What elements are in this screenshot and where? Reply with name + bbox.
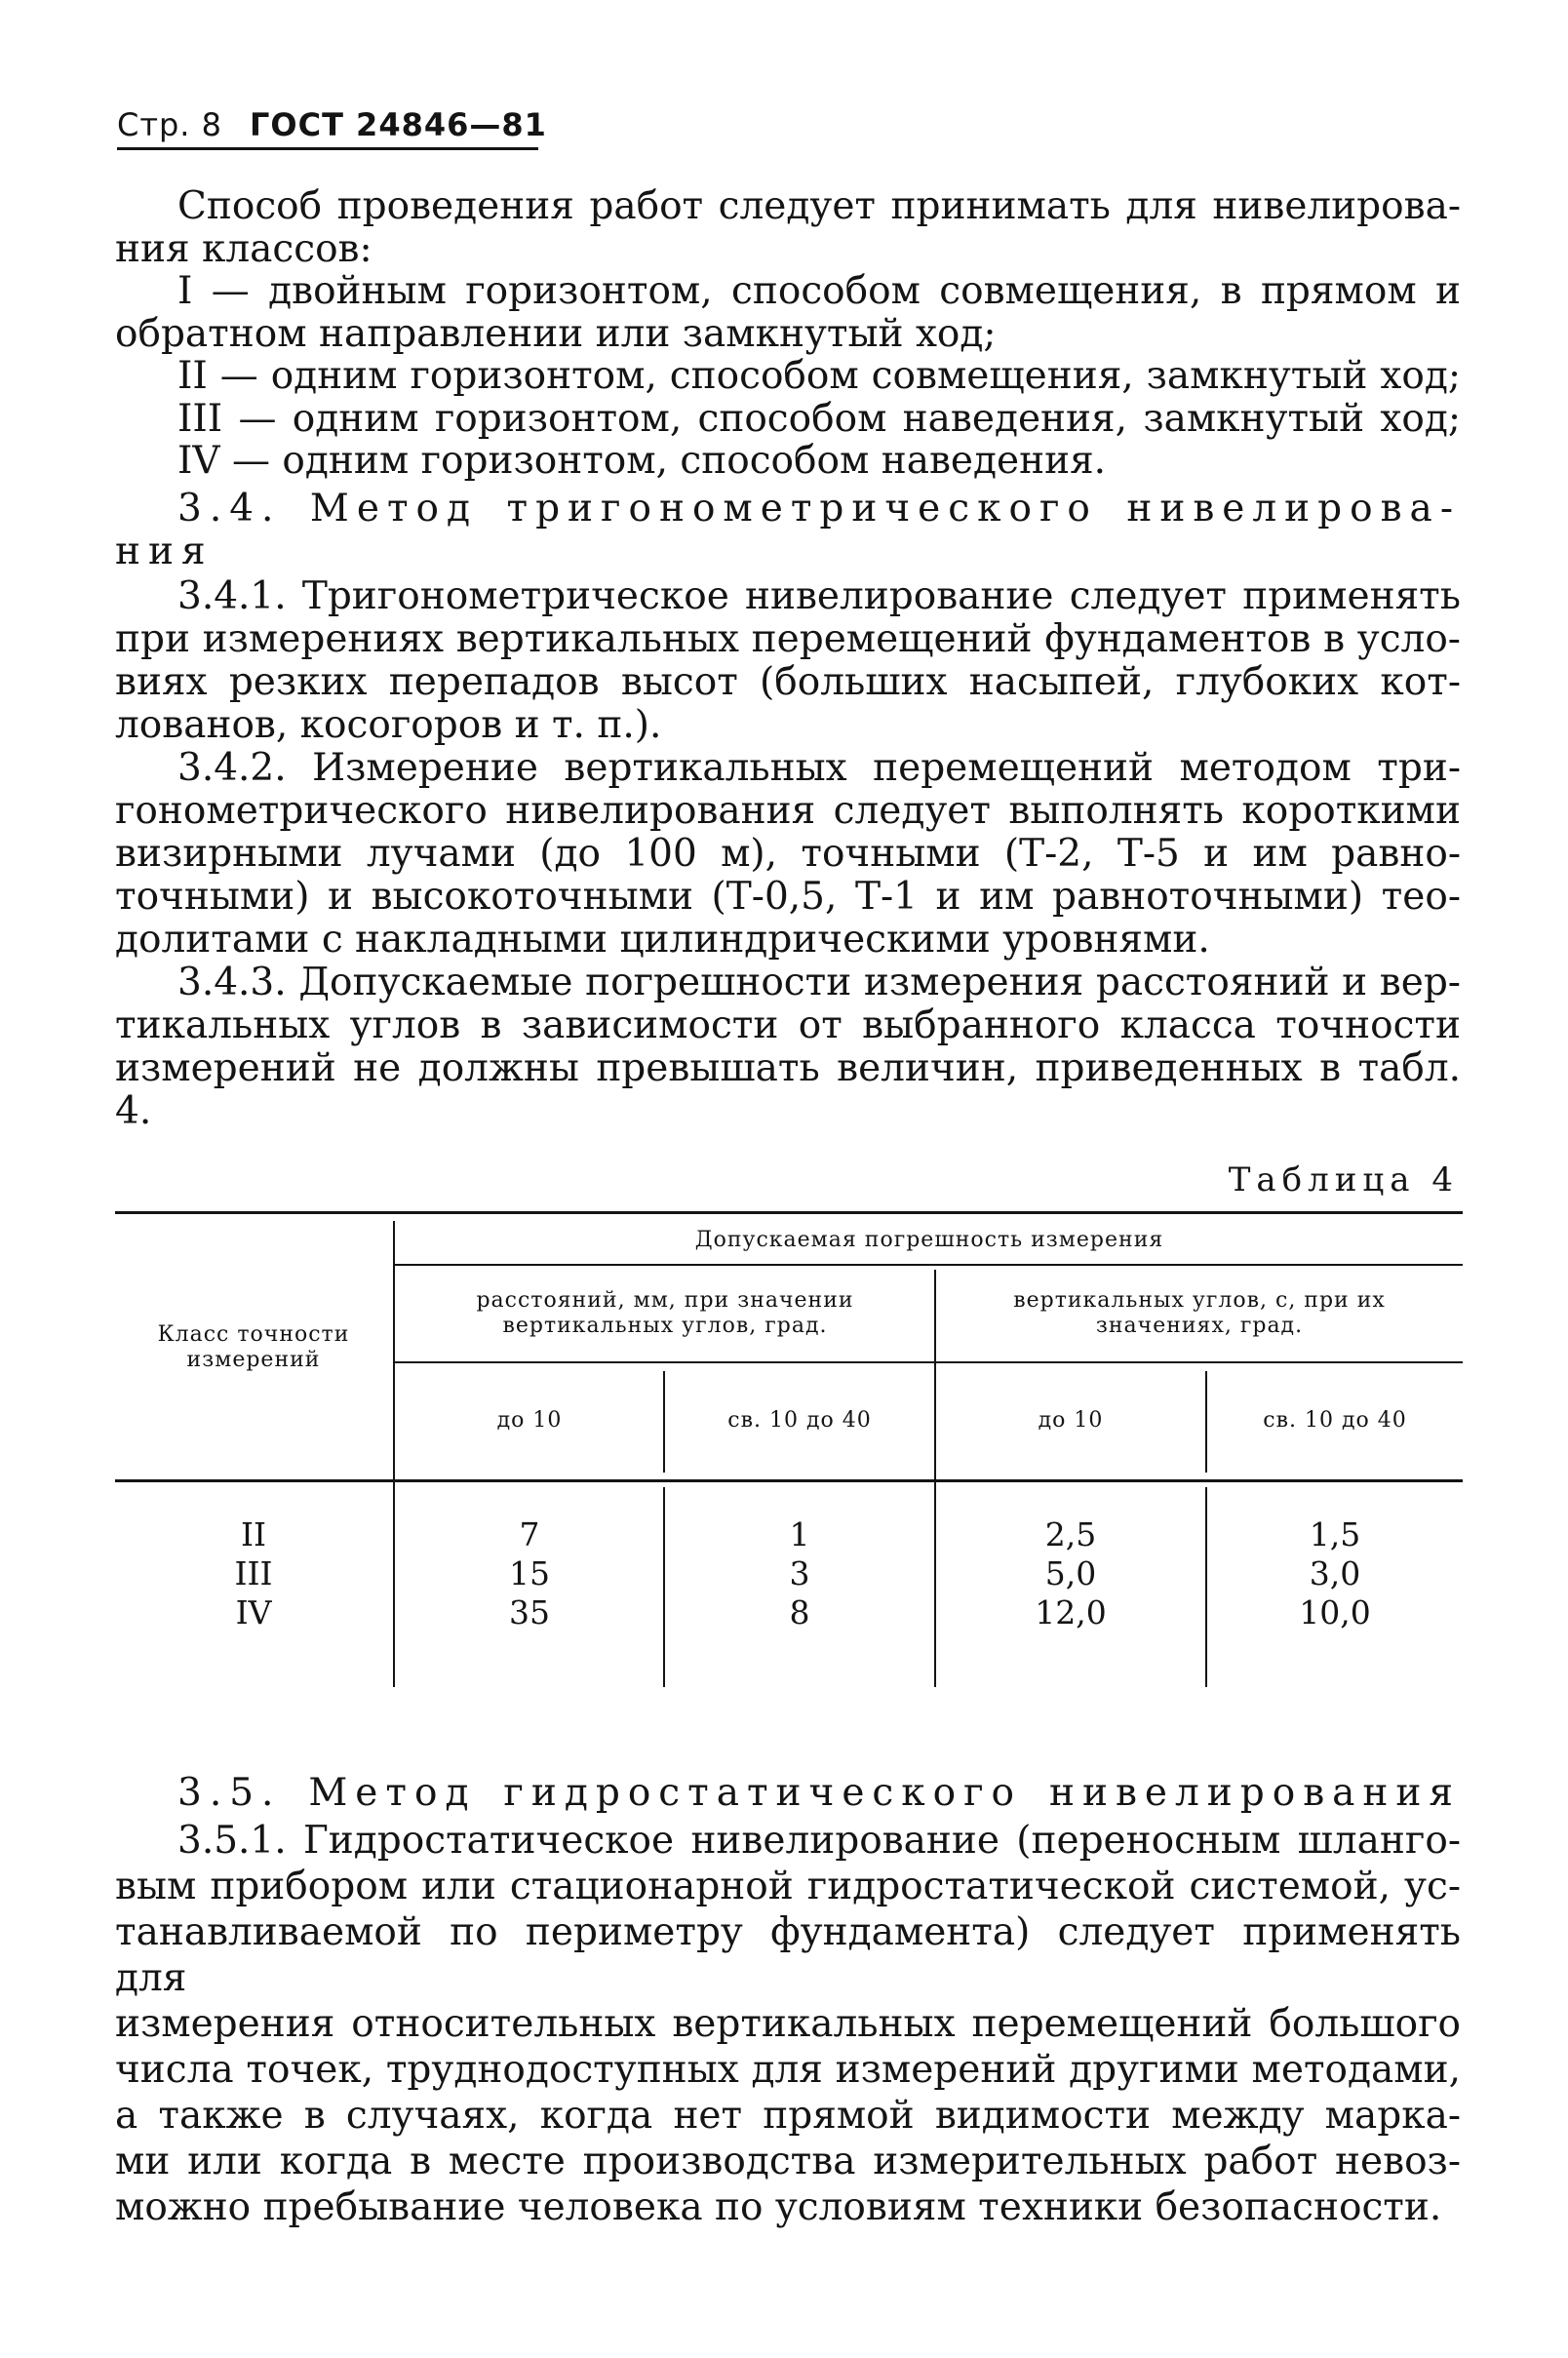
text-line: визирными лучами (до 100 м), точными (Т-2, Т-5 и им равно-: [115, 832, 1461, 876]
column-dist-lt10: [396, 1515, 663, 1632]
text-line: точными) и высокоточными (Т-0,5, Т-1 и им равноточными) тео-: [115, 875, 1461, 919]
text-line: 3.4.3. Допускаемые погрешности измерения расстояний и вер-: [177, 961, 1461, 1004]
text-line: 3.4.2. Измерение вертикальных перемещений методом три-: [177, 746, 1461, 790]
text-line: числа точек, труднодоступных для измерений другими методами,: [115, 2048, 1461, 2092]
text-line: IV — одним горизонтом, способом наведения.: [177, 439, 1107, 483]
cell-value: 5,0: [1044, 1554, 1097, 1592]
cell-value: 1: [789, 1515, 810, 1553]
header-class: Класс точности измерений: [157, 1322, 350, 1372]
section-3-4: [115, 488, 1461, 573]
paragraph-3-4-1: [115, 575, 1461, 747]
cell-value: 8: [789, 1593, 810, 1631]
text-line: I — двойным горизонтом, способом совмещения, в прямом и: [177, 269, 1461, 313]
text-line: измерений не должны превышать величин, приведенных в табл. 4.: [115, 1046, 1461, 1133]
column-dist-10-40: [665, 1515, 934, 1632]
text-line: 3.5.1. Гидростатическое нивелирование (переносным шланго-: [177, 1819, 1461, 1863]
header-dist-lt10: до 10: [496, 1408, 563, 1433]
cell-value: 3: [789, 1554, 810, 1592]
header-rule: [117, 147, 538, 150]
cell-value: 3,0: [1309, 1554, 1361, 1592]
paragraph-3-5-1: [115, 1818, 1461, 2230]
header-group: Допускаемая погрешность измерения: [694, 1228, 1164, 1252]
column-angle-10-40: [1207, 1515, 1463, 1632]
text-line: II — одним горизонтом, способом совмещения, замкнутый ход;: [177, 354, 1461, 398]
text-line: можно пребывание человека по условиям техники безопасности.: [115, 2185, 1442, 2229]
cell-class: III: [234, 1554, 273, 1592]
text-line: долитами с накладными цилиндрическими уровнями.: [115, 918, 1210, 962]
text-line: измерения относительных вертикальных перемещений большого: [115, 2002, 1461, 2046]
table-top-rule: [115, 1211, 1463, 1214]
cell-class: IV: [235, 1593, 272, 1631]
page-header: [117, 105, 547, 144]
table-subhead-rule: [394, 1361, 1463, 1363]
intro-block: [115, 185, 1461, 483]
cell-value: 12,0: [1035, 1593, 1107, 1631]
cell-class: II: [240, 1515, 267, 1553]
header-distances: расстояний, мм, при значении вертикальных углов, град.: [476, 1288, 854, 1338]
text-line: а также в случаях, когда нет прямой видимости между марка-: [115, 2094, 1461, 2138]
section-heading: 3.4. Метод тригонометрического нивелирова-: [177, 487, 1461, 531]
section-heading: 3.5. Метод гидростатического нивелирования: [177, 1771, 1461, 1815]
section-3-5: [115, 1771, 1461, 1816]
text-line: тикальных углов в зависимости от выбранного класса точности: [115, 1003, 1461, 1047]
text-line: вым прибором или стационарной гидростатической системой, ус-: [115, 1865, 1461, 1908]
header-angle-10-40: св. 10 до 40: [1263, 1408, 1407, 1433]
header-angle-lt10: до 10: [1038, 1408, 1104, 1433]
page-number: Стр. 8: [117, 106, 222, 143]
text-line: ми или когда в месте производства измерительных работ невоз-: [115, 2140, 1461, 2183]
cell-value: 35: [509, 1593, 550, 1631]
text-line: при измерениях вертикальных перемещений фундаментов в усло-: [115, 617, 1461, 661]
column-class: [115, 1515, 392, 1632]
standard-code: ГОСТ 24846—81: [250, 106, 547, 143]
text-line: ния классов:: [115, 226, 372, 271]
paragraph-3-4-2: [115, 747, 1461, 962]
section-heading-cont: ния: [115, 530, 214, 573]
cell-value: 10,0: [1299, 1593, 1371, 1631]
paragraph-3-4-3: [115, 962, 1461, 1133]
cell-value: 2,5: [1044, 1515, 1097, 1553]
cell-value: 1,5: [1309, 1515, 1361, 1553]
cell-value: 7: [519, 1515, 540, 1553]
header-dist-10-40: св. 10 до 40: [727, 1408, 872, 1433]
text-line: лованов, косогоров и т. п.).: [115, 703, 662, 747]
text-line: танавливаемой по периметру фундамента) следует применять для: [115, 1910, 1461, 2000]
table-header-rule: [115, 1479, 1463, 1482]
table-group-rule: [394, 1264, 1463, 1266]
text-line: III — одним горизонтом, способом наведения, замкнутый ход;: [177, 396, 1461, 441]
header-angles: вертикальных углов, с, при их значениях, град.: [1013, 1288, 1386, 1338]
text-line: обратном направлении или замкнутый ход;: [115, 311, 997, 356]
text-line: виях резких перепадов высот (больших насыпей, глубоких кот-: [115, 660, 1461, 704]
text-line: Способ проведения работ следует принимать для нивелирова-: [177, 184, 1461, 228]
cell-value: 15: [509, 1554, 550, 1592]
table-caption: Таблица 4: [1228, 1160, 1459, 1199]
column-angle-lt10: [936, 1515, 1205, 1632]
text-line: гонометрического нивелирования следует выполнять короткими: [115, 789, 1461, 833]
text-line: 3.4.1. Тригонометрическое нивелирование следует применять: [177, 574, 1461, 618]
table-vrule: [393, 1221, 395, 1687]
